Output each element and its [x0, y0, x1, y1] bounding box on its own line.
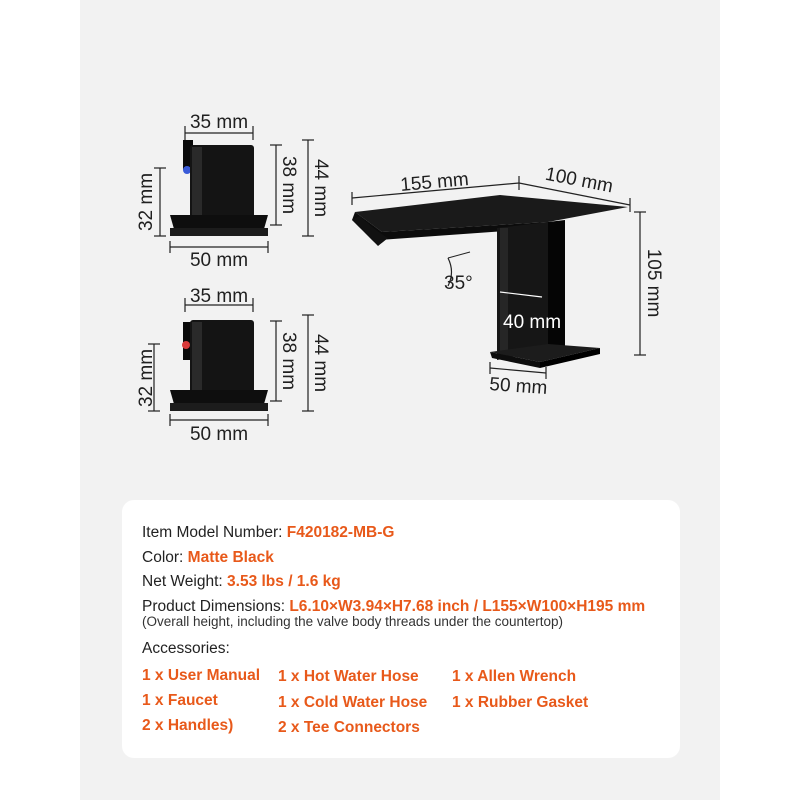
cold-handle-drawing — [136, 112, 331, 271]
model-number-row — [142, 524, 394, 542]
accessory-item: 2 x Tee Connectors — [278, 719, 420, 736]
faucet-base-width-label: 50 mm — [488, 374, 549, 400]
cold-handle-side-height-label: 32 mm — [136, 172, 157, 232]
cold-handle-body-height-label: 38 mm — [278, 155, 299, 215]
faucet-drawing — [352, 164, 664, 399]
dimensions-note: (Overall height, including the valve body threads under the countertop) — [142, 614, 564, 629]
faucet-height-label: 105 mm — [643, 248, 664, 318]
faucet-angle-label: 35° — [444, 273, 473, 294]
cold-handle-total-height-label: 44 mm — [310, 158, 331, 218]
faucet-body-width-label: 40 mm — [503, 312, 562, 333]
accessory-item: 1 x Rubber Gasket — [452, 694, 589, 711]
color-value: Matte Black — [187, 549, 274, 566]
faucet-width-label: 100 mm — [543, 163, 615, 198]
hot-handle-side-height-label: 32 mm — [136, 348, 157, 408]
accessory-item: 1 x Cold Water Hose — [278, 694, 428, 711]
accessory-item: 1 x Hot Water Hose — [278, 668, 419, 685]
accessories-label: Accessories: — [142, 640, 230, 657]
accessory-item: 1 x User Manual — [142, 667, 261, 684]
weight-row — [142, 573, 341, 591]
cold-handle-width-label: 35 mm — [189, 112, 249, 133]
accessory-item: 1 x Faucet — [142, 692, 218, 709]
accessory-item: 1 x Allen Wrench — [452, 668, 577, 685]
color-label: Color: — [142, 549, 184, 566]
hot-indicator-icon — [182, 341, 190, 349]
cold-indicator-icon — [183, 166, 191, 174]
weight-value: 3.53 lbs / 1.6 kg — [227, 573, 341, 590]
faucet-length-label: 155 mm — [399, 169, 470, 196]
color-row — [142, 549, 274, 567]
model-number-value: F420182-MB-G — [286, 524, 395, 541]
model-number-label: Item Model Number: — [142, 524, 283, 541]
accessory-item: 2 x Handles) — [142, 717, 234, 734]
hot-handle-width-label: 35 mm — [189, 286, 249, 307]
dimensions-value: L6.10×W3.94×H7.68 inch / L155×W100×H195 mm — [289, 598, 646, 615]
hot-handle-drawing — [136, 286, 331, 445]
hot-handle-base-width-label: 50 mm — [189, 424, 249, 445]
cold-handle-base-width-label: 50 mm — [189, 250, 249, 271]
weight-label: Net Weight: — [142, 573, 223, 590]
hot-handle-body-height-label: 38 mm — [278, 331, 299, 391]
dimensions-label: Product Dimensions: — [142, 598, 286, 615]
hot-handle-total-height-label: 44 mm — [310, 333, 331, 393]
specifications-card — [122, 500, 680, 758]
